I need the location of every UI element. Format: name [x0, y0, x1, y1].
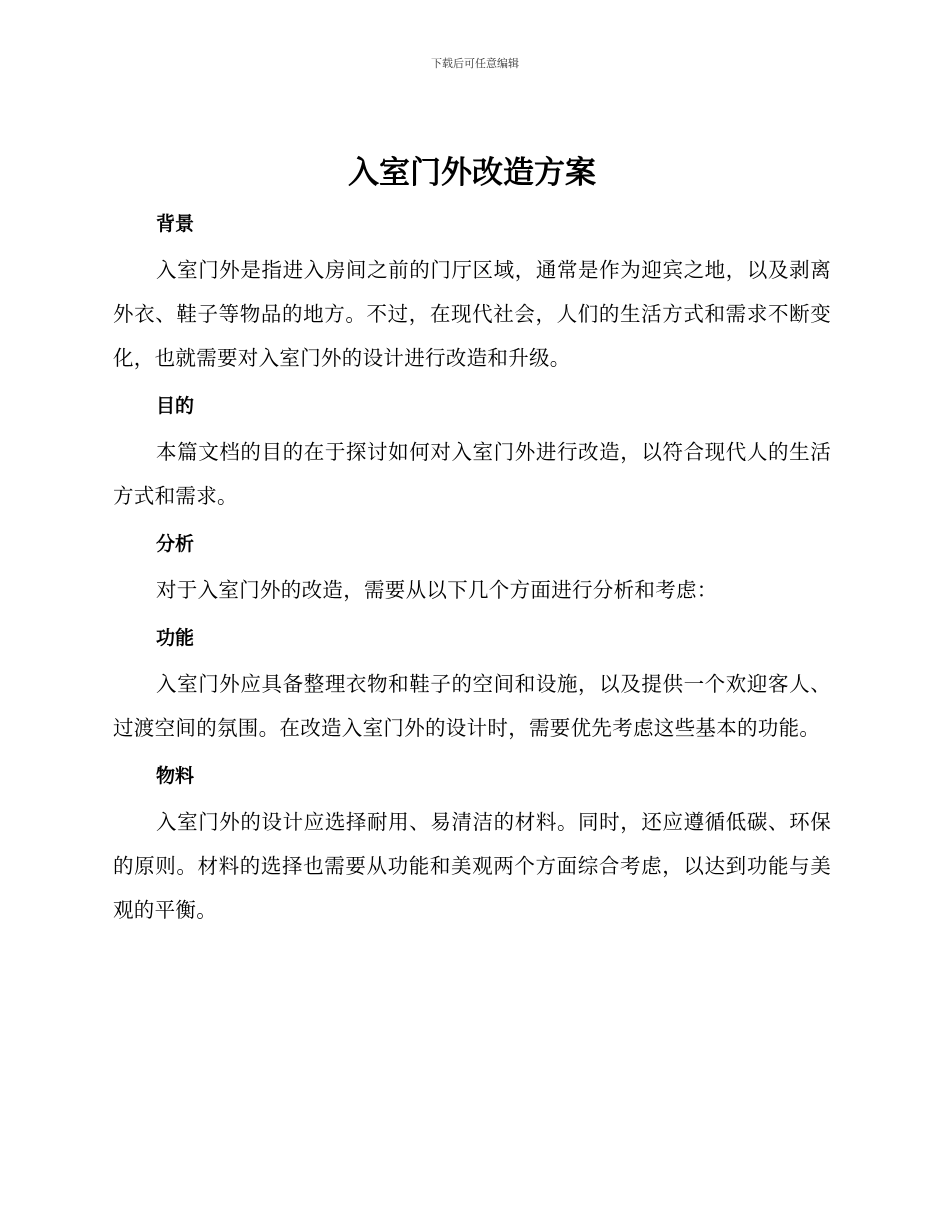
section-text-function: 入室门外应具备整理衣物和鞋子的空间和设施，以及提供一个欢迎客人、过渡空间的氛围。在改造入室门外的设计时，需要优先考虑这些基本的功能。 — [113, 672, 831, 740]
document-body — [113, 148, 831, 938]
section-text-background: 入室门外是指进入房间之前的门厅区域，通常是作为迎宾之地，以及剥离外衣、鞋子等物品的地方。不过，在现代社会，人们的生活方式和需求不断变化，也就需要对入室门外的设计进行改造和升级。 — [113, 258, 831, 370]
section-text-materials: 入室门外的设计应选择耐用、易清洁的材料。同时，还应遵循低碳、环保的原则。材料的选择也需要从功能和美观两个方面综合考虑，以达到功能与美观的平衡。 — [113, 810, 831, 922]
header-note: 下载后可任意编辑 — [431, 57, 519, 70]
section-text-analysis: 对于入室门外的改造，需要从以下几个方面进行分析和考虑： — [156, 578, 718, 602]
section-heading-materials: 物料 — [156, 765, 195, 787]
section-heading-background: 背景 — [156, 213, 195, 235]
section-text-purpose: 本篇文档的目的在于探讨如何对入室门外进行改造，以符合现代人的生活方式和需求。 — [113, 440, 831, 508]
section-heading-function: 功能 — [156, 627, 195, 649]
section-heading-analysis: 分析 — [156, 533, 195, 555]
section-heading-purpose: 目的 — [156, 395, 195, 417]
document-title: 入室门外改造方案 — [348, 155, 596, 191]
